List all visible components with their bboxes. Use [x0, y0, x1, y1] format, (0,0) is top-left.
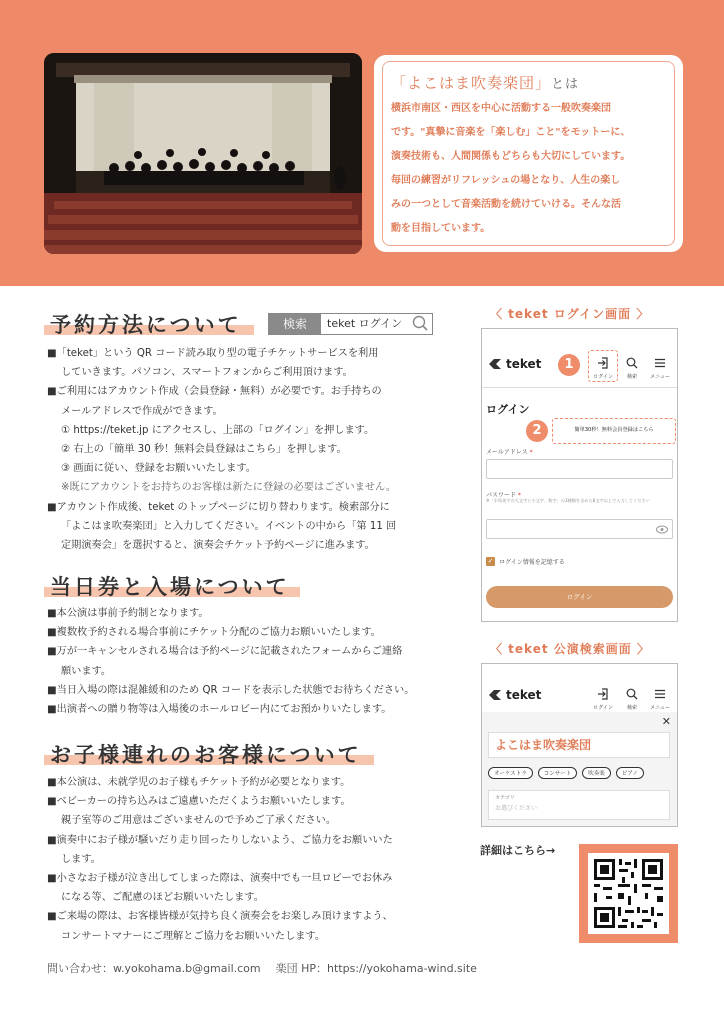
- qr-code[interactable]: [588, 853, 669, 934]
- divider: [482, 387, 677, 388]
- details-label: 詳細はこちら→: [480, 844, 556, 857]
- body-line: します。: [61, 853, 101, 865]
- nav-menu-label: メニュー: [649, 705, 670, 711]
- body-line: メールアドレスで作成ができます。: [61, 405, 223, 417]
- remember-checkbox[interactable]: [486, 557, 565, 566]
- kids-body: [47, 773, 467, 946]
- intro-title-suffix: とは: [551, 77, 580, 92]
- qr-code-icon: [588, 853, 669, 934]
- intro-title: [391, 72, 666, 93]
- close-icon[interactable]: ✕: [661, 715, 671, 728]
- body-line: ※既にアカウントをお持ちのお客様は新たに登録の必要はございません。: [61, 482, 397, 494]
- category-placeholder: お選びください: [495, 805, 538, 812]
- body-line: ■本公演は事前予約制となります。: [47, 608, 209, 619]
- login-icon: [597, 688, 609, 700]
- email-label: メールアドレス *: [486, 449, 533, 456]
- body-line: ■アカウント作成後、teket のトップページに切り替わります。検索部分に: [47, 501, 390, 513]
- nav-login-button[interactable]: [590, 354, 616, 380]
- reserve-body: [47, 344, 467, 555]
- search-label: 検索: [269, 314, 321, 334]
- intro-line: 演奏技術も、人間関係もどちらも大切にしています。: [391, 151, 631, 162]
- search-query-field[interactable]: よこはま吹奏楽団: [488, 732, 670, 758]
- body-line: 定期演奏会」を選択すると、演奏会チケット予約ページに進みます。: [61, 540, 375, 552]
- body-line: ② 右上の「簡単 30 秒！無料会員登録はこちら」を押します。: [61, 444, 347, 456]
- contact-email[interactable]: 問い合わせ：w.yokohama.b@gmail.com: [47, 962, 261, 975]
- search-icon: [626, 688, 638, 700]
- nav-search-label: 検索: [626, 705, 637, 711]
- qr-code-frame: [579, 844, 678, 943]
- intro-line: 毎回の練習がリフレッシュの場となり、人生の楽し: [391, 175, 621, 186]
- checkbox-checked-icon: ✓: [487, 557, 494, 565]
- entry-heading: 当日券と入場について: [50, 575, 290, 599]
- hamburger-icon: [654, 688, 666, 700]
- body-line: 「よこはま吹奏楽団」と入力してください。イベントの中から「第 11 回: [61, 520, 397, 532]
- teket-brand-text: teket: [506, 688, 542, 702]
- intro-text: [391, 97, 666, 241]
- nav-login-label: ログイン: [593, 374, 613, 380]
- body-line: ■複数枚予約される場合事前にチケット分配のご協力お願いいたします。: [47, 627, 381, 639]
- intro-title-text: 「よこはま吹奏楽団」: [391, 74, 552, 92]
- kids-heading: お子様連れのお客様について: [50, 743, 362, 767]
- intro-line: みの一つとして音楽活動を続けていける。そんな活: [391, 199, 621, 210]
- search-icon: [626, 357, 638, 369]
- chip-brass-band[interactable]: 吹奏楽: [582, 767, 611, 779]
- hamburger-icon: [654, 357, 666, 369]
- teket-logo-icon: [488, 358, 502, 370]
- chip-concert[interactable]: コンサート: [538, 767, 578, 779]
- password-field[interactable]: [486, 519, 673, 539]
- intro-card: [374, 55, 683, 252]
- login-title: ログイン: [486, 403, 530, 416]
- body-line: ■ご来場の際は、お客様皆様が気持ち良く演奏会をお楽しみ頂けますよう、: [47, 911, 393, 923]
- body-line: ■「teket」という QR コード読み取り型の電子チケットサービスを利用: [47, 348, 379, 359]
- body-line: ■ご利用にはアカウント作成（会員登録・無料）が必要です。お手持ちの: [47, 386, 382, 398]
- email-field[interactable]: [486, 459, 673, 479]
- password-label-text: パスワード: [486, 492, 517, 499]
- category-select[interactable]: [488, 790, 670, 820]
- concert-photo: [44, 53, 362, 254]
- body-line: コンサートマナーにご理解とご協力をお願いいたします。: [61, 930, 326, 942]
- search-screen-mock: [481, 663, 678, 827]
- body-line: 親子室等のご用意はございませんので予めご了承ください。: [61, 815, 337, 827]
- intro-line: 横浜市南区・西区を中心に活動する一般吹奏楽団: [391, 103, 611, 114]
- login-panel-caption: 〈 teket ログイン画面 〉: [490, 307, 650, 321]
- reserve-heading: 予約方法について: [50, 313, 242, 337]
- login-button[interactable]: ログイン: [486, 586, 673, 608]
- body-line: ③ 画面に従い、登録をお願いいたします。: [61, 463, 256, 475]
- intro-line: 動を目指しています。: [391, 223, 491, 234]
- search-panel-caption: 〈 teket 公演検索画面 〉: [490, 642, 650, 656]
- chip-orchestra[interactable]: オーケストラ: [488, 767, 533, 779]
- step-2-badge: 2: [526, 420, 548, 442]
- site-link[interactable]: 楽団 HP：https://yokohama-wind.site: [275, 962, 477, 975]
- body-line: ■小さなお子様が泣き出してしまった際は、演奏中でも一旦ロビーでお休み: [47, 873, 393, 885]
- nav-search-button[interactable]: [622, 354, 642, 380]
- body-line: になる等、ご配慮のほどお願いいたします。: [61, 892, 264, 904]
- body-line: ■ベビーカーの持ち込みはご遠慮いただくようお願いいたします。: [47, 796, 351, 808]
- body-line: ■当日入場の際は混雑緩和のため QR コードを表示した状態でお待ちください。: [47, 684, 415, 696]
- nav-search-button[interactable]: [622, 685, 642, 711]
- intro-line: です。"真摯に音楽を「楽しむ」こと"をモットーに、: [391, 127, 631, 138]
- category-label: カテゴリ: [495, 795, 515, 801]
- login-screen-mock: [481, 328, 678, 622]
- category-chips: [488, 767, 644, 779]
- eye-icon[interactable]: [656, 525, 668, 534]
- nav-login-label: ログイン: [593, 705, 613, 711]
- body-line: ■本公演は、未就学児のお子様もチケット予約が必要となります。: [47, 777, 351, 788]
- search-query: teket ログイン: [327, 317, 403, 330]
- search-icon: [408, 314, 432, 334]
- teket-logo-icon: [488, 689, 502, 701]
- body-line: 願います。: [61, 665, 112, 677]
- search-box-graphic: [268, 313, 433, 335]
- nav-menu-button[interactable]: [648, 354, 672, 380]
- email-label-text: メールアドレス: [486, 449, 528, 456]
- body-line: していきます。パソコン、スマートフォンからご利用頂けます。: [61, 367, 353, 379]
- nav-login-button[interactable]: [590, 685, 616, 711]
- footer: [47, 960, 477, 976]
- teket-logo: [488, 688, 541, 702]
- entry-body: [47, 604, 467, 719]
- password-label: パスワード *: [486, 492, 521, 499]
- teket-brand-text: teket: [506, 357, 542, 371]
- search-overlay: [482, 712, 677, 826]
- remember-label: ログイン情報を記憶する: [499, 559, 565, 566]
- nav-menu-label: メニュー: [649, 374, 670, 380]
- teket-logo: [488, 357, 541, 371]
- nav-search-label: 検索: [626, 374, 637, 380]
- body-line: ■出演者への贈り物等は入場後のホールロビー内にてお預かりいたします。: [47, 704, 392, 716]
- body-line: ■万が一キャンセルされる場合は予約ページに記載されたフォームからご連絡: [47, 646, 403, 658]
- nav-menu-button[interactable]: [648, 685, 672, 711]
- body-line: ■演奏中にお子様が騒いだり走り回ったりしないよう、ご協力をお願いいた: [47, 834, 393, 846]
- step-1-badge: 1: [558, 354, 580, 376]
- password-hint: ※「半角英字の大文字と小文字、数字」の3種類を含めた8文字以上で入力してください: [486, 498, 650, 503]
- register-link[interactable]: 簡単30秒！無料会員登録はこちら: [552, 418, 676, 444]
- login-icon: [597, 357, 609, 369]
- chip-piano[interactable]: ピアノ: [616, 767, 644, 779]
- body-line: ① https://teket.jp にアクセスし、上部の「ログイン」を押します。: [61, 424, 375, 436]
